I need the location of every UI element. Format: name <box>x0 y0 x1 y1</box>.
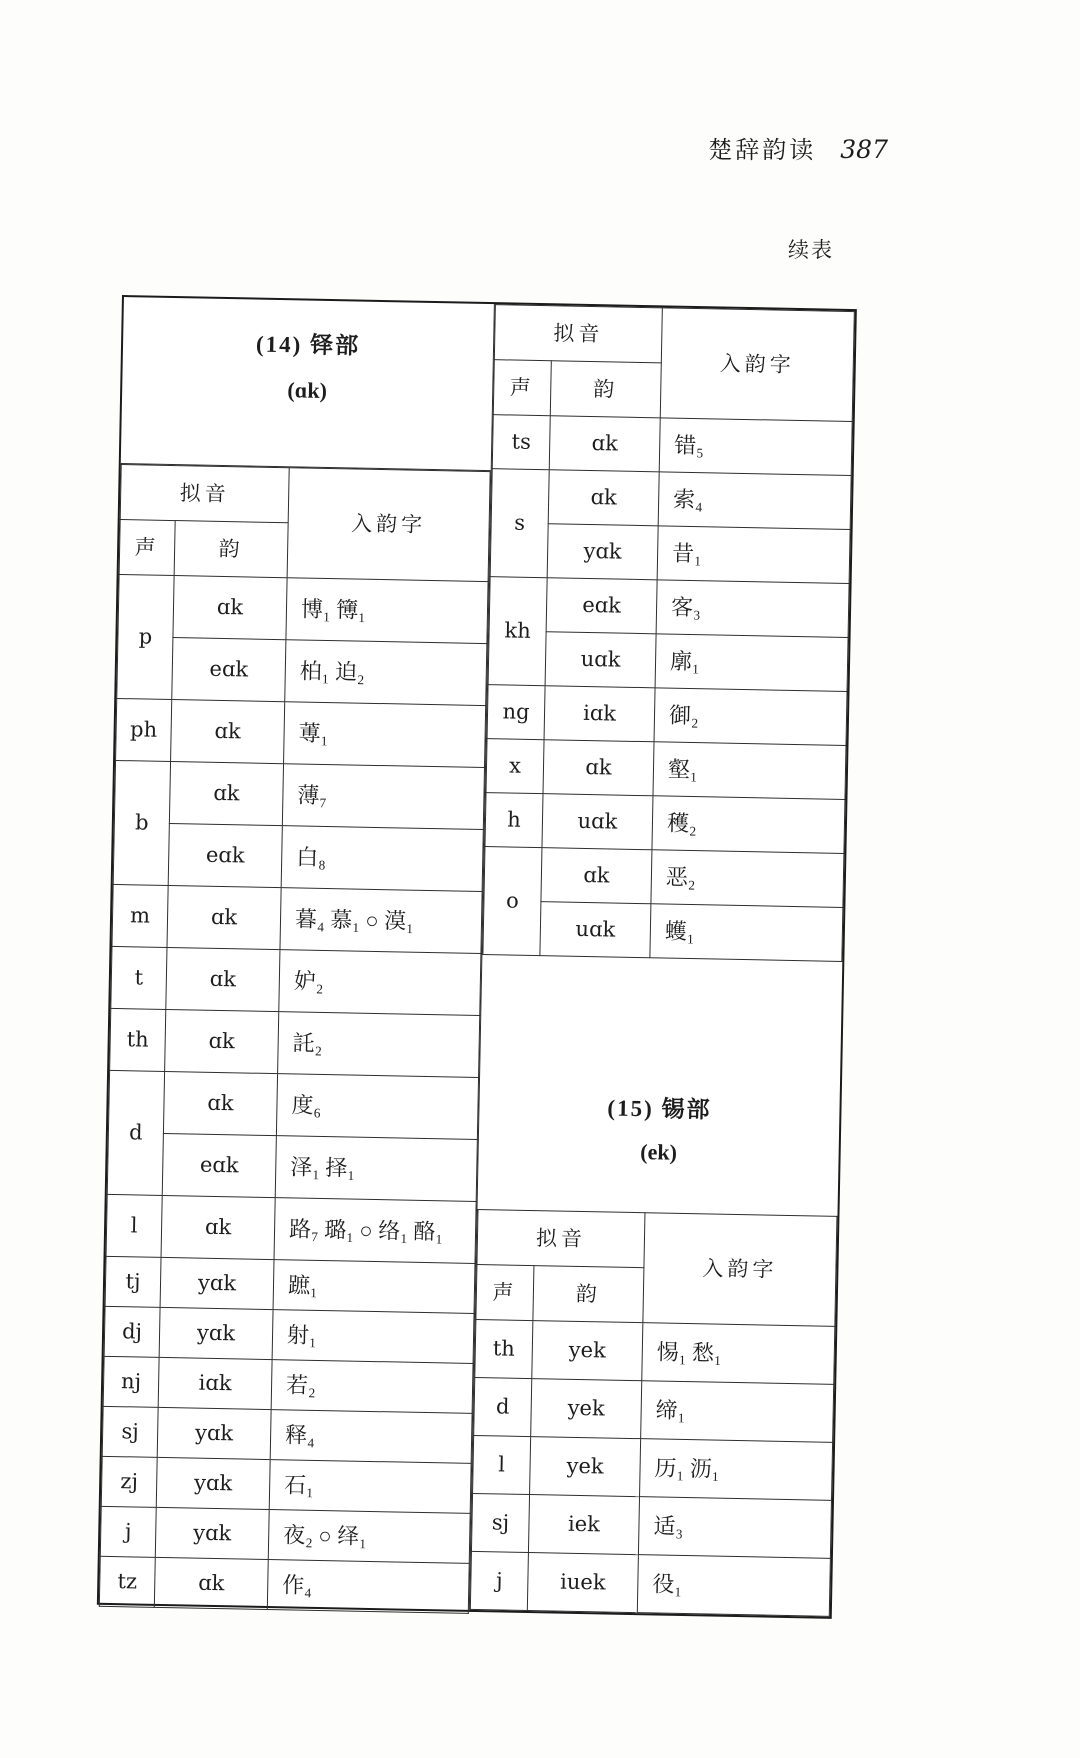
rhyme-header: 韵 <box>533 1266 644 1323</box>
rhyming-characters-header: 入韵字 <box>660 308 854 422</box>
rhyme-cell: yek <box>532 1321 643 1381</box>
rhyme-cell: iek <box>528 1495 639 1555</box>
characters-cell: 泽₁ 择₁ <box>275 1136 477 1202</box>
rhyme-cell: yek <box>530 1437 641 1497</box>
rhyme-cell: eɑk <box>546 578 657 634</box>
rhyme-cell: uɑk <box>540 902 651 958</box>
table-row <box>475 1319 835 1384</box>
characters-cell: 蹠₁ <box>273 1260 475 1314</box>
rhyme-cell: yɑk <box>156 1457 270 1509</box>
initial-cell: nj <box>103 1356 159 1407</box>
rhyme-cell: iɑk <box>544 686 655 742</box>
table14-right-head <box>493 305 854 422</box>
rhyme-cell: yɑk <box>160 1257 274 1309</box>
rhyme-cell: ɑk <box>543 740 654 796</box>
table-row <box>111 946 481 1015</box>
characters-cell: 託₂ <box>278 1012 480 1078</box>
rhyme-header: 韵 <box>550 361 661 418</box>
table14-title-line2: (ɑk) <box>287 377 328 403</box>
rhyme-cell: eɑk <box>162 1133 276 1197</box>
table-row <box>113 822 483 891</box>
rhyme-cell: yɑk <box>157 1407 271 1459</box>
initial-cell: th <box>110 1008 166 1071</box>
characters-cell: 蒪₁ <box>284 702 486 768</box>
characters-cell: 缔₁ <box>641 1381 834 1443</box>
initial-cell: d <box>107 1070 164 1195</box>
rhyme-cell: ɑk <box>166 947 280 1011</box>
table-row <box>104 1306 474 1363</box>
characters-cell: 适₃ <box>638 1497 831 1559</box>
table14-left-pane <box>99 297 494 1610</box>
initial-cell: l <box>106 1194 162 1257</box>
rhyme-cell: ɑk <box>541 848 652 904</box>
initial-cell: p <box>117 574 174 699</box>
right-pane <box>469 304 855 1617</box>
table-row <box>112 884 482 953</box>
characters-cell: 若₂ <box>271 1360 473 1414</box>
table-row <box>494 305 854 367</box>
initial-cell: sj <box>102 1406 158 1457</box>
table-row <box>102 1406 472 1463</box>
book-title: 楚辞韵读 <box>708 138 817 164</box>
table-row <box>108 1070 478 1139</box>
pseudo-pronunciation-header: 拟音 <box>494 305 662 363</box>
table-row <box>486 739 846 800</box>
table-row <box>489 577 849 638</box>
rhyme-cell: eɑk <box>172 638 286 702</box>
rhyme-cell: iɑk <box>158 1357 272 1409</box>
table-row <box>477 1210 837 1272</box>
rhyme-cell: iuek <box>527 1553 638 1613</box>
characters-cell: 石₁ <box>269 1460 471 1514</box>
initial-cell: m <box>112 884 168 947</box>
table-row <box>103 1356 473 1413</box>
rhyme-cell: uɑk <box>542 794 653 850</box>
table14-left-head <box>119 465 490 582</box>
rhyme-cell: yɑk <box>159 1307 273 1359</box>
initial-cell: j <box>100 1506 156 1557</box>
table15-title-line1: (15) 锡部 <box>607 1095 712 1123</box>
rhyme-cell: eɑk <box>168 824 282 888</box>
characters-cell: 役₁ <box>637 1555 830 1617</box>
initial-cell: sj <box>471 1493 529 1552</box>
characters-cell: 博₁ 簙₁ <box>286 578 488 644</box>
rhyming-characters-header: 入韵字 <box>643 1213 837 1327</box>
characters-cell: 壑₁ <box>653 742 846 800</box>
table-row <box>473 1435 833 1500</box>
initial-cell: l <box>473 1435 531 1494</box>
initial-cell: dj <box>104 1306 160 1357</box>
rhyming-characters-header: 入韵字 <box>287 468 490 582</box>
rhyme-cell: ɑk <box>161 1195 275 1259</box>
table-row <box>474 1377 834 1442</box>
characters-cell: 客₃ <box>656 580 849 638</box>
table-row <box>470 1551 830 1616</box>
characters-cell: 惕₁ 愁₁ <box>642 1323 835 1385</box>
characters-cell: 柏₁ 迫₂ <box>285 640 487 706</box>
table15-title-line2: (ek) <box>640 1139 678 1165</box>
initial-cell: ts <box>492 415 550 470</box>
characters-cell: 穫₂ <box>652 796 845 854</box>
characters-cell: 夜₂ ○ 绎₁ <box>268 1510 470 1564</box>
rhyme-cell: ɑk <box>549 416 660 472</box>
initial-cell: h <box>485 793 543 848</box>
initial-cell: th <box>475 1319 533 1378</box>
table-row <box>99 1556 469 1613</box>
table-row <box>116 698 486 767</box>
rhyme-cell: ɑk <box>167 885 281 949</box>
characters-cell: 薄₇ <box>282 764 484 830</box>
table-row <box>120 465 490 527</box>
initial-cell: s <box>490 469 549 578</box>
characters-cell: 暮₄ 慕₁ ○ 漠₁ <box>280 888 482 954</box>
table-row <box>106 1194 476 1263</box>
page-header <box>0 130 888 165</box>
initial-cell: j <box>470 1551 528 1610</box>
table-row <box>485 793 845 854</box>
continued-table-label: 续表 <box>788 238 834 262</box>
characters-cell: 度₆ <box>276 1074 478 1140</box>
rhyme-table-frame <box>97 295 857 1619</box>
rhyme-cell: ɑk <box>173 576 287 640</box>
rhyme-cell: yek <box>531 1379 642 1439</box>
rhyme-cell: ɑk <box>171 700 285 764</box>
rhyme-cell: yɑk <box>547 524 658 580</box>
characters-cell: 作₄ <box>267 1560 469 1614</box>
table-row <box>101 1456 471 1513</box>
rhyme-cell: ɑk <box>154 1557 268 1609</box>
table14-right-body <box>483 415 852 962</box>
initial-cell: b <box>113 760 170 885</box>
initial-cell: ph <box>116 698 172 761</box>
characters-cell: 昔₁ <box>657 526 850 584</box>
rhyme-cell: ɑk <box>548 470 659 526</box>
table-row <box>107 1132 477 1201</box>
characters-cell: 恶₂ <box>651 850 844 908</box>
table-row <box>105 1256 475 1313</box>
table14-title <box>121 297 494 471</box>
table-row <box>484 847 844 908</box>
initial-cell: t <box>111 946 167 1009</box>
initial-cell: kh <box>488 577 547 686</box>
table-row <box>110 1008 480 1077</box>
rhyme-cell: yɑk <box>155 1507 269 1559</box>
characters-cell: 廓₁ <box>655 634 848 692</box>
initial-cell: tz <box>99 1556 155 1607</box>
characters-cell: 蠖₁ <box>650 904 843 962</box>
initial-cell: d <box>474 1377 532 1436</box>
table15-title <box>478 955 843 1216</box>
characters-cell: 白₈ <box>281 826 483 892</box>
characters-cell: 索₄ <box>658 472 851 530</box>
initial-header: 声 <box>119 520 175 576</box>
rhyme-cell: ɑk <box>163 1071 277 1135</box>
table-row <box>491 469 851 530</box>
characters-cell: 路₇ 璐₁ ○ 络₁ 酪₁ <box>274 1198 476 1264</box>
characters-cell: 射₁ <box>272 1310 474 1364</box>
initial-cell: x <box>486 739 544 794</box>
table-row <box>118 574 488 643</box>
initial-cell: o <box>483 847 542 956</box>
table-row <box>471 1493 831 1558</box>
table-row <box>492 415 852 476</box>
table14-left-table <box>99 464 491 1614</box>
table15-table <box>470 1209 838 1617</box>
pseudo-pronunciation-header: 拟音 <box>477 1210 645 1268</box>
table-row <box>114 760 484 829</box>
characters-cell: 历₁ 沥₁ <box>640 1439 833 1501</box>
rhyme-cell: ɑk <box>169 762 283 826</box>
rhyme-cell: uɑk <box>545 632 656 688</box>
rhyme-cell: ɑk <box>165 1009 279 1073</box>
initial-cell: ng <box>487 685 545 740</box>
table14-title-line1: (14) 铎部 <box>255 331 361 359</box>
initial-cell: tj <box>105 1256 161 1307</box>
table15-body <box>470 1319 835 1616</box>
characters-cell: 错₅ <box>659 418 852 476</box>
table-row <box>100 1506 470 1563</box>
page-number: 387 <box>840 135 888 164</box>
table-row <box>487 685 847 746</box>
table-row <box>117 636 487 705</box>
pseudo-pronunciation-header: 拟音 <box>120 465 289 523</box>
characters-cell: 妒₂ <box>279 950 481 1016</box>
initial-header: 声 <box>493 360 551 416</box>
rhyme-header: 韵 <box>174 521 288 578</box>
table15-head <box>476 1210 837 1327</box>
characters-cell: 释₄ <box>270 1410 472 1464</box>
table14-right-table <box>482 304 854 962</box>
characters-cell: 御₂ <box>654 688 847 746</box>
initial-header: 声 <box>476 1264 534 1320</box>
table14-left-body <box>99 574 488 1613</box>
initial-cell: zj <box>101 1456 157 1507</box>
